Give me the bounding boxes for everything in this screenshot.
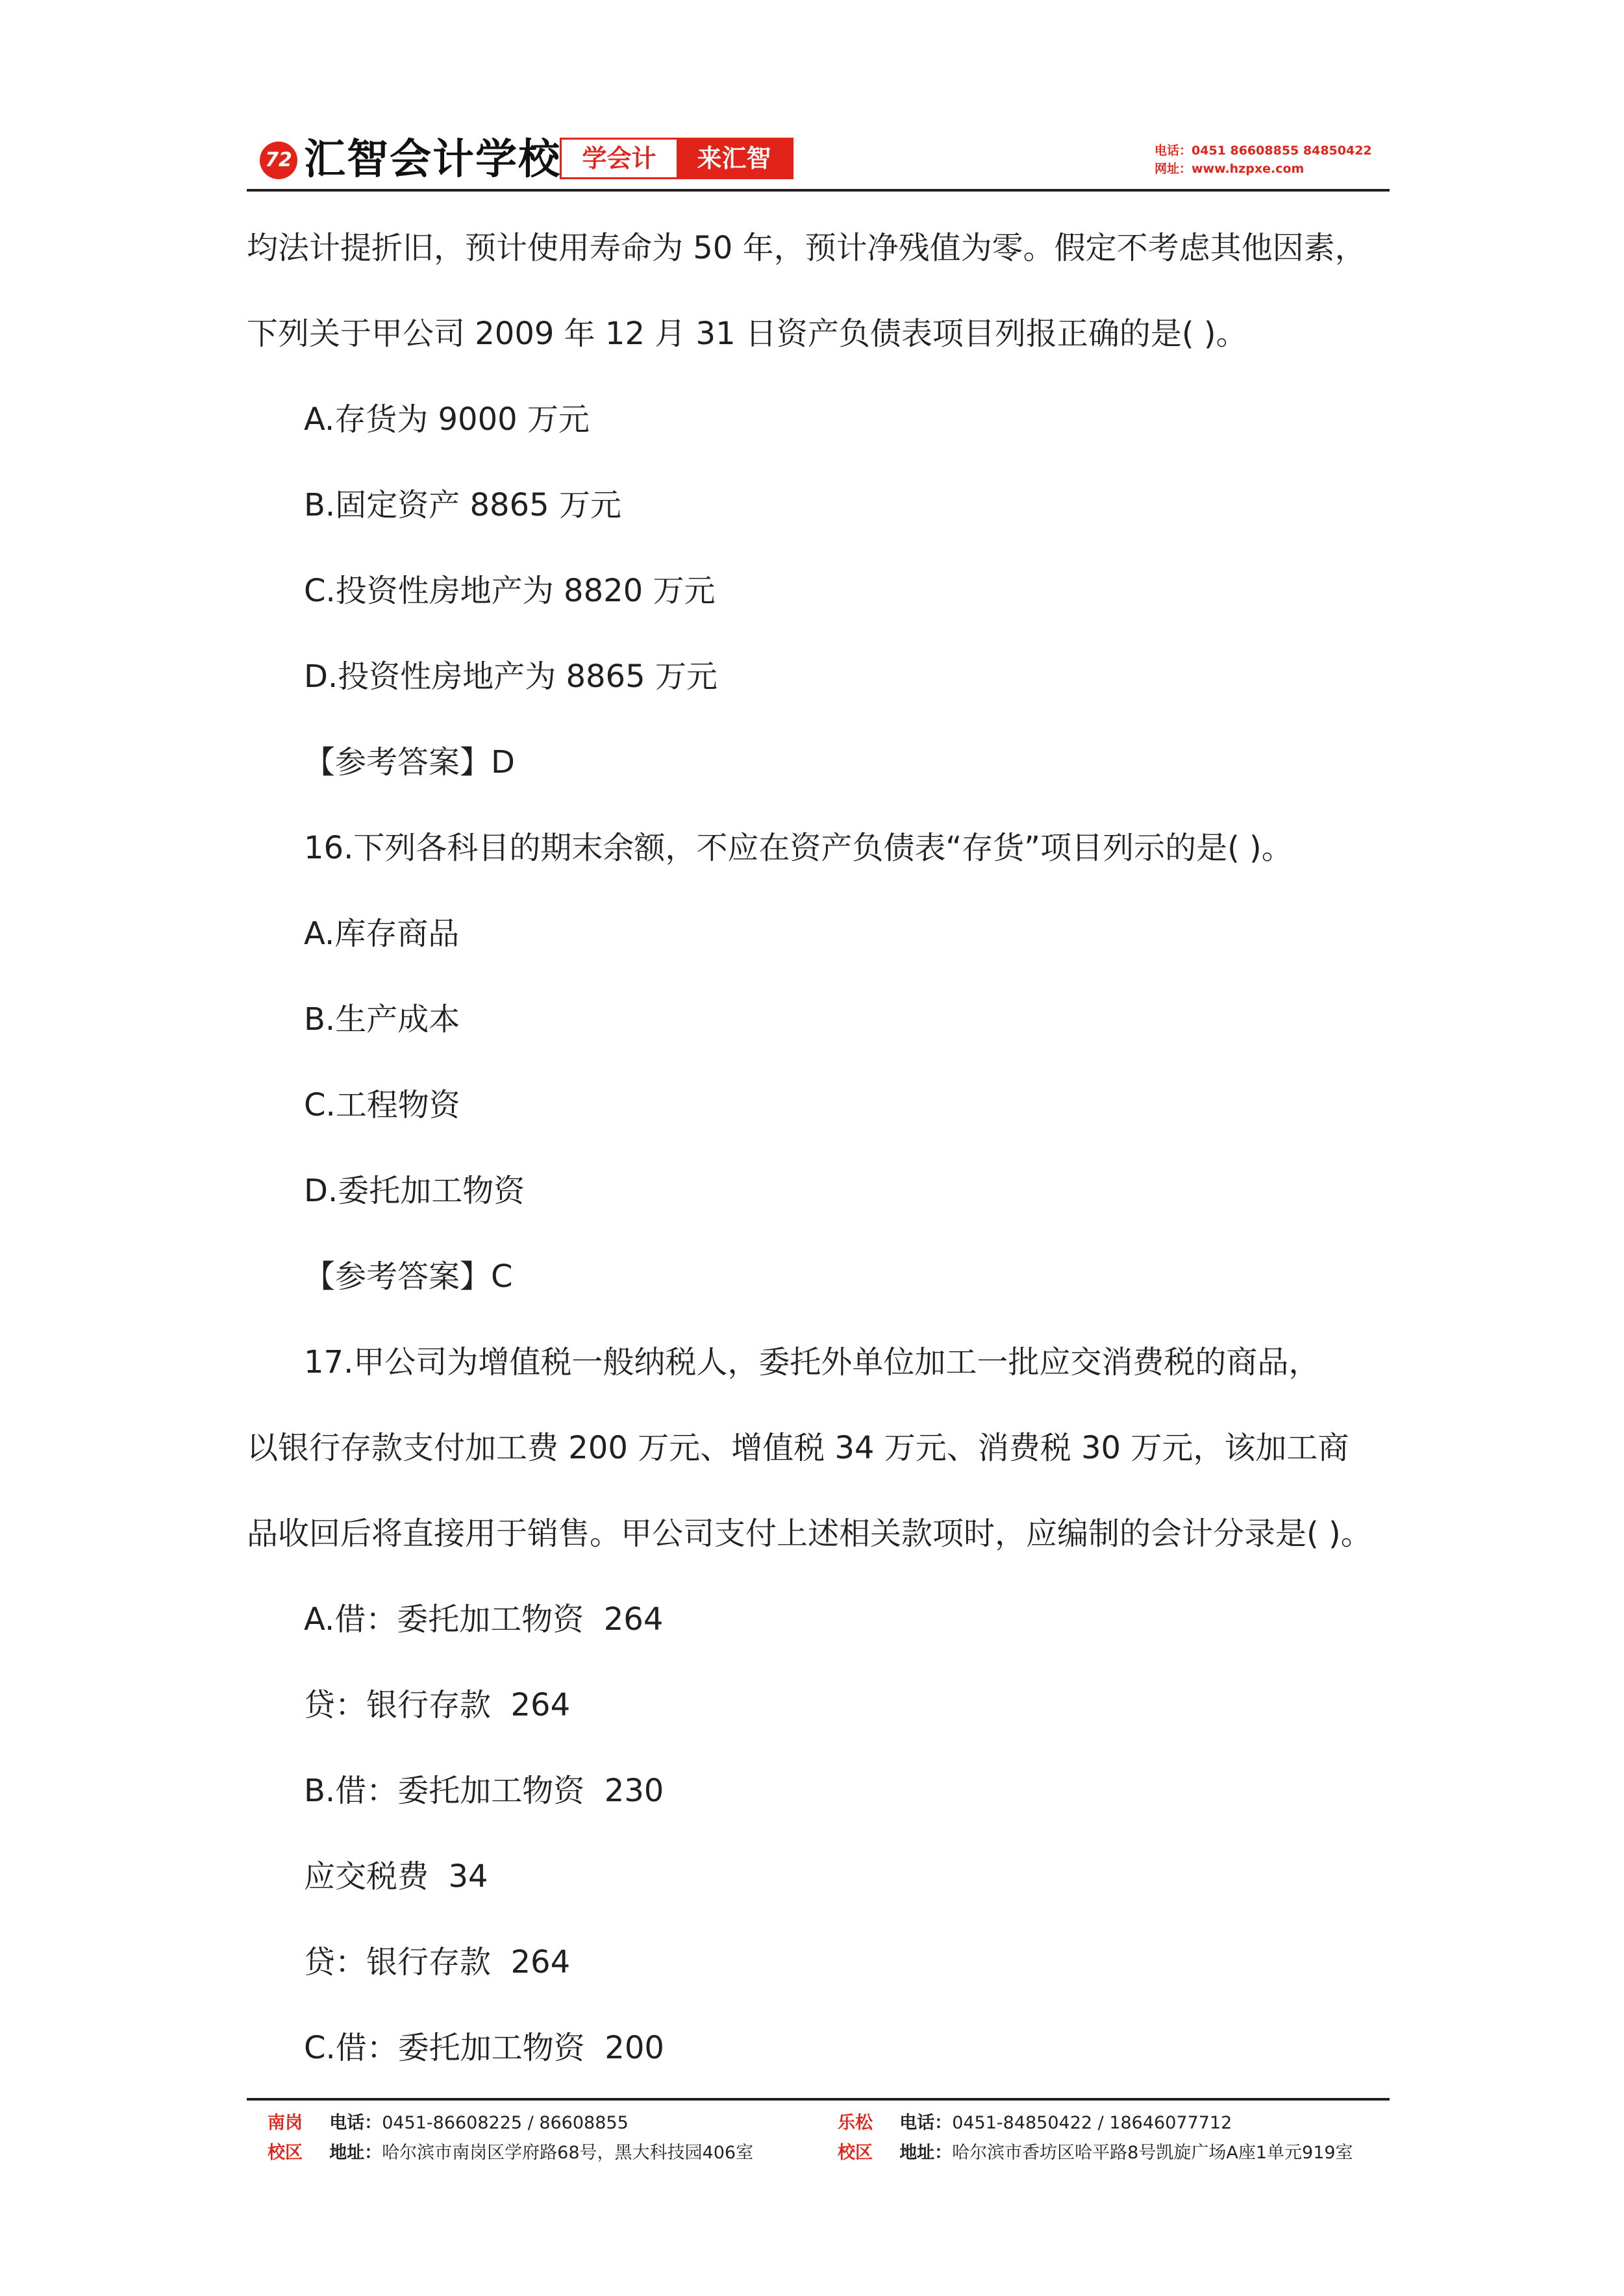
footer-right-campus-1: 乐松: [838, 2113, 873, 2133]
page-header: [247, 127, 1390, 190]
option-line: B.借：委托加工物资 230: [304, 1773, 664, 1809]
footer-right-phone: 0451-84850422 / 18646077712: [952, 2113, 1232, 2133]
option-line: C.投资性房地产为 8820 万元: [304, 573, 716, 609]
school-name-logo: 汇智会计学校: [304, 136, 561, 184]
answer-line: 【参考答案】D: [304, 744, 515, 780]
question-line: 17.甲公司为增值税一般纳税人，委托外单位加工一批应交消费税的商品，: [304, 1344, 1320, 1380]
header-contact: [1155, 142, 1372, 178]
footer-right-line1: [838, 2110, 1232, 2136]
page-footer: [247, 2106, 1390, 2184]
body-line: 品收回后将直接用于销售。甲公司支付上述相关款项时，应编制的会计分录是( )。: [247, 1516, 1372, 1552]
body-line: 下列关于甲公司 2009 年 12 月 31 日资产负债表项目列报正确的是( )。: [247, 316, 1247, 352]
footer-right-phone-label: 电话：: [899, 2113, 953, 2133]
entry-line: 应交税费 34: [304, 1858, 488, 1895]
option-line: D.投资性房地产为 8865 万元: [304, 658, 718, 695]
option-line: A.库存商品: [304, 916, 460, 952]
footer-left-campus-2: 校区: [268, 2143, 303, 2163]
footer-right-campus-2: 校区: [838, 2143, 873, 2163]
footer-divider: [247, 2098, 1390, 2101]
option-line: C.工程物资: [304, 1087, 460, 1123]
option-line: D.委托加工物资: [304, 1173, 525, 1209]
body-line: 以银行存款支付加工费 200 万元、增值税 34 万元、消费税 30 万元，该加工商: [247, 1430, 1349, 1466]
option-line: B.固定资产 8865 万元: [304, 487, 621, 523]
option-line: A.借：委托加工物资 264: [304, 1601, 664, 1638]
slogan-banner: [560, 138, 793, 179]
entry-line: 贷：银行存款 264: [304, 1944, 571, 1980]
body-line: 均法计提折旧，预计使用寿命为 50 年，预计净残值为零。假定不考虑其他因素，: [247, 230, 1366, 266]
header-divider: [247, 189, 1390, 192]
option-line: B.生产成本: [304, 1001, 460, 1038]
footer-left-address: 哈尔滨市南岗区学府路68号，黑大科技园406室: [382, 2143, 754, 2163]
footer-left-campus-1: 南岗: [268, 2113, 303, 2133]
footer-left-phone-label: 电话：: [329, 2113, 382, 2133]
option-line: A.存货为 9000 万元: [304, 401, 590, 438]
footer-left-line1: [268, 2110, 629, 2136]
slogan-part-1: 学会计: [562, 140, 677, 177]
footer-right-line2: [838, 2140, 1353, 2166]
option-line: C.借：委托加工物资 200: [304, 2030, 664, 2066]
footer-left-phone: 0451-86608225 / 86608855: [382, 2113, 629, 2133]
entry-line: 贷：银行存款 264: [304, 1687, 571, 1723]
footer-right-addr-label: 地址：: [899, 2143, 953, 2163]
answer-line: 【参考答案】C: [304, 1258, 513, 1295]
footer-left-line2: [268, 2140, 753, 2166]
footer-left-addr-label: 地址：: [329, 2143, 382, 2163]
question-line: 16.下列各科目的期末余额，不应在资产负债表“存货”项目列示的是( )。: [304, 830, 1293, 866]
header-website: 网址：www.hzpxe.com: [1155, 162, 1305, 176]
slogan-part-2: 来汇智: [677, 140, 792, 177]
header-phone: 电话：0451 86608855 84850422: [1155, 144, 1372, 158]
footer-right-address: 哈尔滨市香坊区哈平路8号凯旋广场A座1单元919室: [952, 2143, 1353, 2163]
logo-icon: 72: [260, 142, 297, 179]
